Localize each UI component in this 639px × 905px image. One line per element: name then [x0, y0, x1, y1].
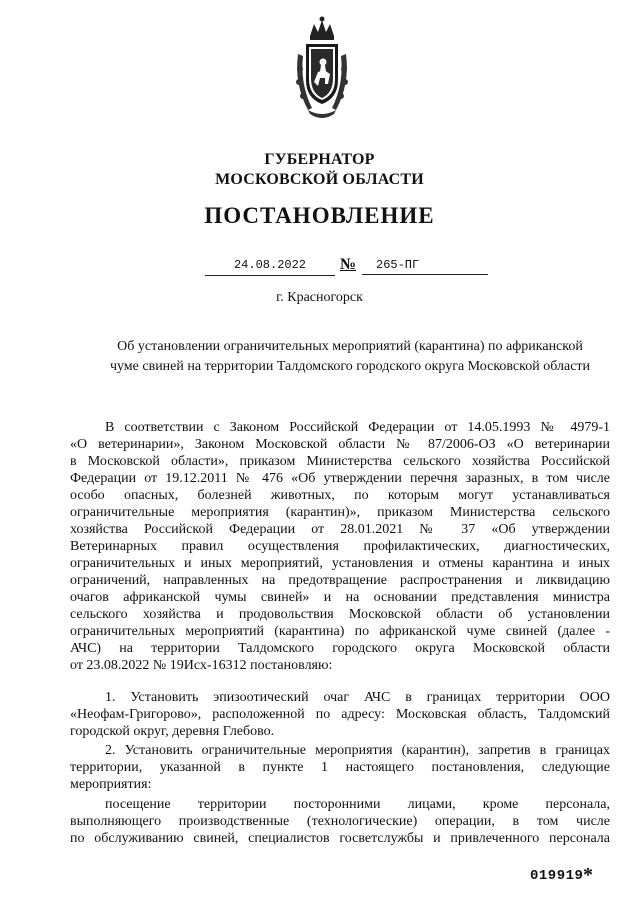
body-line: Ветеринарных правил осуществления профилактических, диагностических, [70, 539, 610, 554]
body-line: ограничений, направленных на предотвращение распространения и ликвидацию [70, 573, 610, 588]
body-line: от 23.08.2022 № 19Исх-16312 постановляю: [70, 658, 333, 673]
body-line: мероприятия: [70, 777, 152, 792]
stamp-star-icon: * [583, 864, 593, 886]
serial-stamp: 019919 [530, 868, 584, 884]
coat-of-arms-icon [290, 14, 354, 124]
body-line: Федерации от 19.12.2011 № 476 «Об утверждении перечня заразных, в том числе [70, 471, 610, 486]
body-line: АЧС) на территории Талдомского городского округа Московской области [70, 641, 610, 656]
body-line: в Московской области», приказом Министерства сельского хозяйства Российской [70, 454, 610, 469]
body-line: особо опасных, болезней животных, по которым могут устанавливаться [70, 488, 610, 503]
body-line: 1. Установить эпизоотический очаг АЧС в границах территории ООО [105, 690, 610, 705]
number-label: № [340, 256, 357, 273]
body-line: ограничительные мероприятия (карантин)», приказом Министерства сельского [70, 505, 610, 520]
body-line: ограничительных и иных мероприятий, установления и отмены карантина и иных [70, 556, 610, 571]
authority-title-line1: ГУБЕРНАТОР [264, 151, 375, 168]
body-line: очагов африканской чумы свиней» и на основании представления министра [70, 590, 610, 605]
subject-line: Об установлении ограничительных мероприятий (карантина) по африканской [117, 339, 583, 354]
city: г. Красногорск [276, 290, 363, 305]
document-date: 24.08.2022 [205, 255, 335, 276]
body-line: территории, указанной в пункте 1 настоящего постановления, следующие [70, 760, 610, 775]
authority-title-line2: МОСКОВСКОЙ ОБЛАСТИ [215, 171, 424, 188]
body-line: ограничительных мероприятий (карантина) по африканской чуме свиней (далее - [70, 624, 610, 639]
body-line: городской округ, деревня Глебово. [70, 724, 275, 739]
body-line: 2. Установить ограничительные мероприятия (карантин), запретив в границах [105, 743, 610, 758]
document-number: 265-ПГ [362, 255, 488, 275]
body-line: сельского хозяйства и продовольствия Московской области об установлении [70, 607, 610, 622]
body-line: по обслуживанию свиней, специалистов госветслужбы и привлеченного персонала [70, 831, 610, 846]
body-line: «Неофам-Григорово», расположенной по адресу: Московская область, Талдомский [70, 707, 610, 722]
body-line: «О ветеринарии», Законом Московской области № 87/2006-ОЗ «О ветеринарии [70, 437, 610, 452]
body-line: хозяйства Российской Федерации от 28.01.2021 № 37 «Об утверждении [70, 522, 610, 537]
document-type: ПОСТАНОВЛЕНИЕ [204, 203, 435, 228]
body-line: посещение территории посторонними лицами, кроме персонала, [105, 797, 610, 812]
subject-line: чуме свиней на территории Талдомского городского округа Московской области [109, 359, 591, 374]
document-subject [70, 337, 630, 377]
body-line: В соответствии с Законом Российской Федерации от 14.05.1993 № 4979-1 [105, 420, 610, 435]
body-line: выполняющего производственные (технологические) операции, в том числе [70, 814, 610, 829]
